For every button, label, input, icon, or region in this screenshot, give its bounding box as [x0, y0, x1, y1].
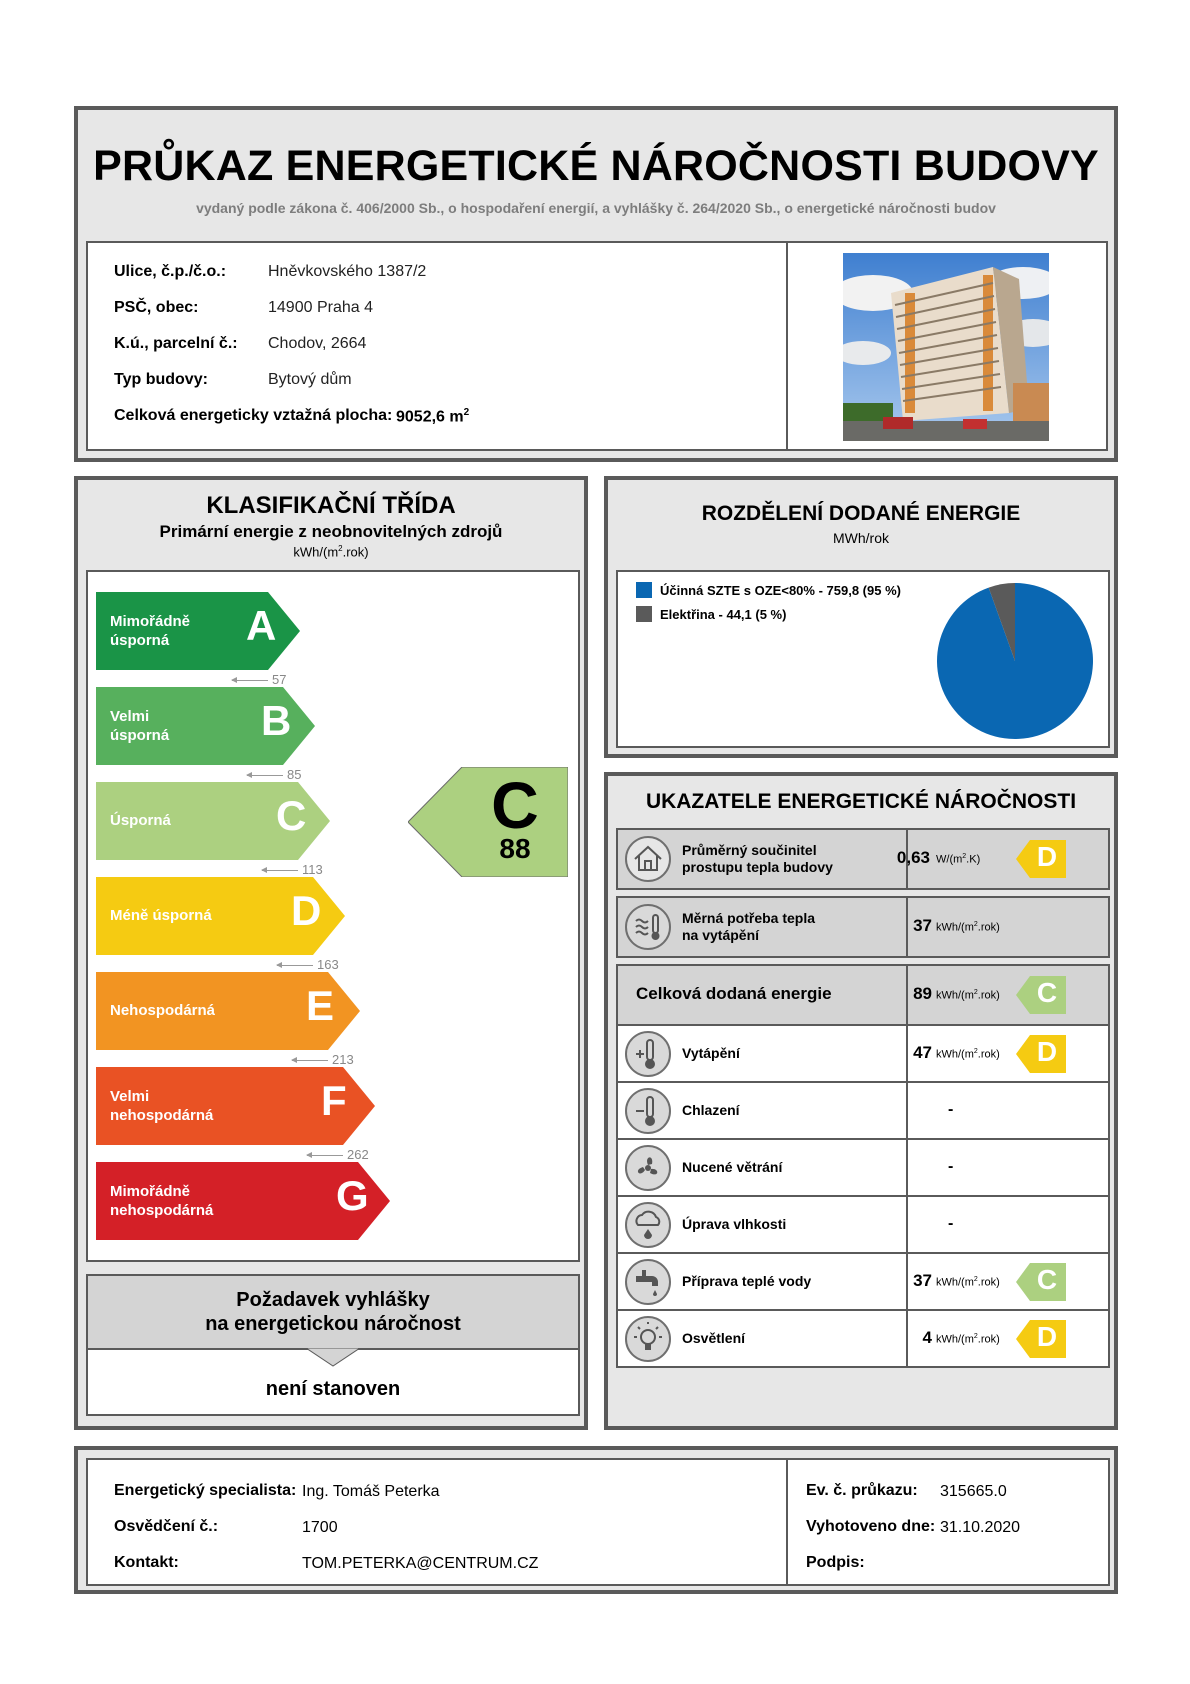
indicator-value: -	[948, 1158, 954, 1175]
requirement-value: není stanoven	[265, 1378, 401, 1400]
sign-label: Podpis:	[806, 1554, 865, 1571]
class-band-label-a: Mimořádně úsporná	[110, 613, 191, 649]
date-value: 31.10.2020	[940, 1519, 1021, 1536]
requirement-title-1: Požadavek vyhlášky	[236, 1289, 430, 1311]
indicator-divider	[906, 1083, 908, 1138]
contact-value: TOM.PETERKA@CENTRUM.CZ	[302, 1555, 539, 1572]
type-value: Bytový dům	[268, 371, 352, 388]
class-band-label-f: Velmi nehospodárná	[110, 1088, 214, 1124]
city-value: 14900 Praha 4	[268, 299, 373, 316]
indicator-class-letter: D	[1036, 1036, 1058, 1067]
indicator-value: -	[948, 1215, 954, 1232]
indicator-class-letter: D	[1036, 841, 1058, 872]
footer-box	[86, 1458, 1110, 1586]
indicator-class-letter: C	[1036, 1264, 1058, 1295]
classification-panel	[74, 476, 588, 1430]
requirement-body	[86, 1348, 580, 1416]
area-value: 9052,6 $m^2$	[396, 407, 470, 426]
class-threshold-c: 113	[262, 862, 323, 877]
class-band-label-b: Velmi úsporná	[110, 708, 170, 744]
current-class-value: 88	[499, 833, 531, 864]
thermometer-plus-icon	[624, 1030, 672, 1078]
indicator-name: Úprava vlhkosti	[682, 1216, 787, 1232]
class-band-c	[96, 782, 330, 860]
class-band-label-d: Méně úsporná	[110, 907, 212, 924]
indicator-name: Nucené větrání	[682, 1159, 783, 1175]
indicator-unit: kWh/$(m^2.rok)$	[936, 921, 1000, 934]
indicator-value: 0,63	[896, 848, 930, 867]
indicator-name: Celková dodaná energie	[636, 984, 832, 1003]
indicator-value: 37	[913, 916, 932, 935]
legend-swatch-electricity	[636, 606, 652, 622]
class-band-a	[96, 592, 300, 670]
document-title: PRŮKAZ ENERGETICKÉ NÁROČNOSTI BUDOVY	[93, 142, 1099, 190]
indicator-name: Osvětlení	[682, 1330, 746, 1346]
class-threshold-f: 262	[307, 1147, 369, 1162]
indicator-row	[616, 1138, 1110, 1197]
class-band-label-c: Úsporná	[110, 812, 171, 829]
fan-icon	[624, 1144, 672, 1192]
street-label: Ulice, č.p./č.o.:	[114, 263, 227, 280]
address-box	[86, 241, 790, 451]
specialist-value: Ing. Tomáš Peterka	[302, 1483, 440, 1500]
indicator-class-badge	[1016, 1320, 1066, 1358]
classification-unit: kWh/$(m^2.rok)$	[293, 544, 369, 560]
scale-box	[86, 570, 580, 1262]
class-threshold-d: 163	[277, 957, 339, 972]
cert-value: 1700	[302, 1519, 338, 1536]
cert-label: Osvědčení č.:	[114, 1518, 219, 1535]
class-band-g	[96, 1162, 390, 1240]
class-band-letter-g: G	[336, 1172, 369, 1219]
footer-panel	[74, 1446, 1118, 1594]
class-band-letter-b: B	[261, 697, 292, 744]
indicator-row	[616, 1252, 1110, 1311]
indicator-class-letter: C	[1036, 977, 1058, 1008]
type-label: Typ budovy:	[114, 371, 208, 388]
date-label: Vyhotoveno dne:	[806, 1518, 936, 1535]
indicator-name: Příprava teplé vody	[682, 1273, 812, 1289]
indicator-value: 4	[922, 1328, 932, 1347]
heat-demand-icon	[624, 903, 672, 951]
lightbulb-icon	[624, 1315, 672, 1363]
indicator-unit: kWh/$(m^2.rok)$	[936, 1276, 1000, 1289]
specialist-label: Energetický specialista:	[114, 1482, 297, 1499]
thermometer-minus-icon	[624, 1087, 672, 1135]
indicator-row	[616, 896, 1110, 958]
distribution-box	[616, 570, 1110, 748]
distribution-panel	[604, 476, 1118, 758]
indicator-divider	[906, 1140, 908, 1195]
energy-pie-chart	[930, 576, 1100, 746]
classification-title: KLASIFIKAČNÍ TŘÍDA	[206, 492, 456, 519]
class-threshold-a: 57	[232, 672, 286, 687]
indicator-class-letter: D	[1036, 1321, 1058, 1352]
class-band-label-g: Mimořádně nehospodárná	[110, 1183, 214, 1219]
parcel-value: Chodov, 2664	[268, 335, 367, 352]
humidity-icon	[624, 1201, 672, 1249]
current-class-letter: C	[491, 768, 539, 842]
class-threshold-e: 213	[292, 1052, 354, 1067]
parcel-label: K.ú., parcelní č.:	[114, 335, 238, 352]
indicator-value: 47	[913, 1043, 932, 1062]
legend-label-szte: Účinná SZTE s OZE<80% - 759,8 (95 %)	[660, 583, 901, 598]
class-band-b	[96, 687, 315, 765]
city-label: PSČ, obec:	[114, 299, 199, 316]
header-panel	[74, 106, 1118, 462]
faucet-icon	[624, 1258, 672, 1306]
indicator-class-badge	[1016, 976, 1066, 1014]
distribution-unit: MWh/rok	[833, 530, 889, 546]
house-icon	[624, 835, 672, 883]
indicator-row	[616, 1024, 1110, 1083]
requirement-pointer	[306, 1348, 360, 1368]
indicator-row	[616, 828, 1110, 890]
indicator-unit: kWh/$(m^2.rok)$	[936, 989, 1000, 1002]
indicator-value: 37	[913, 1271, 932, 1290]
indicator-class-badge	[1016, 840, 1066, 878]
footer-divider	[786, 1460, 788, 1584]
class-band-label-e: Nehospodárná	[110, 1002, 216, 1019]
requirement-header	[86, 1274, 580, 1348]
class-band-letter-e: E	[306, 982, 335, 1029]
indicators-title: UKAZATELE ENERGETICKÉ NÁROČNOSTI	[645, 790, 1077, 813]
indicator-unit: kWh/$(m^2.rok)$	[936, 1048, 1000, 1061]
contact-label: Kontakt:	[114, 1554, 179, 1571]
class-band-letter-c: C	[276, 792, 307, 839]
ev-value: 315665.0	[940, 1483, 1007, 1500]
area-label: Celková energeticky vztažná plocha:	[114, 407, 393, 424]
legend-label-electricity: Elektřina - 44,1 (5 %)	[660, 607, 787, 622]
photo-box	[786, 241, 1108, 451]
indicator-name: Měrná potřeba tepla na vytápění	[682, 910, 816, 943]
class-band-letter-f: F	[321, 1077, 347, 1124]
requirement-title-2: na energetickou náročnost	[205, 1313, 461, 1335]
indicator-name: Průměrný součinitel prostupu tepla budovy	[682, 842, 833, 875]
indicator-name: Vytápění	[682, 1045, 740, 1061]
class-band-letter-d: D	[291, 887, 322, 934]
classification-subtitle: Primární energie z neobnovitelných zdrojů	[159, 522, 503, 541]
legend-item-electricity	[636, 606, 786, 622]
class-band-d	[96, 877, 345, 955]
street-value: Hněvkovského 1387/2	[268, 263, 427, 280]
class-band-f	[96, 1067, 375, 1145]
indicator-class-badge	[1016, 1263, 1066, 1301]
indicator-unit: kWh/$(m^2.rok)$	[936, 1333, 1000, 1346]
indicator-divider	[906, 1197, 908, 1252]
ev-label: Ev. č. průkazu:	[806, 1482, 918, 1499]
indicator-unit: $W/(m^2.K)$	[936, 853, 981, 866]
legend-item-szte	[636, 582, 901, 598]
indicator-value: 89	[913, 984, 932, 1003]
document-subtitle: vydaný podle zákona č. 406/2000 Sb., o hospodaření energií, a vyhlášky č. 264/2020 Sb., o energetické náročnosti budov	[196, 200, 996, 216]
building-photo	[843, 253, 1049, 441]
class-band-e	[96, 972, 360, 1050]
legend-swatch-szte	[636, 582, 652, 598]
current-class-marker	[408, 767, 568, 877]
distribution-title: ROZDĚLENÍ DODANÉ ENERGIE	[701, 502, 1021, 525]
indicators-panel	[604, 772, 1118, 1430]
class-band-letter-a: A	[246, 602, 277, 649]
indicator-name: Chlazení	[682, 1102, 740, 1118]
indicator-class-badge	[1016, 1035, 1066, 1073]
class-threshold-b: 85	[247, 767, 301, 782]
indicator-value: -	[948, 1101, 954, 1118]
indicator-row	[616, 1195, 1110, 1254]
indicator-row	[616, 964, 1110, 1026]
indicator-row	[616, 1309, 1110, 1368]
indicator-row	[616, 1081, 1110, 1140]
